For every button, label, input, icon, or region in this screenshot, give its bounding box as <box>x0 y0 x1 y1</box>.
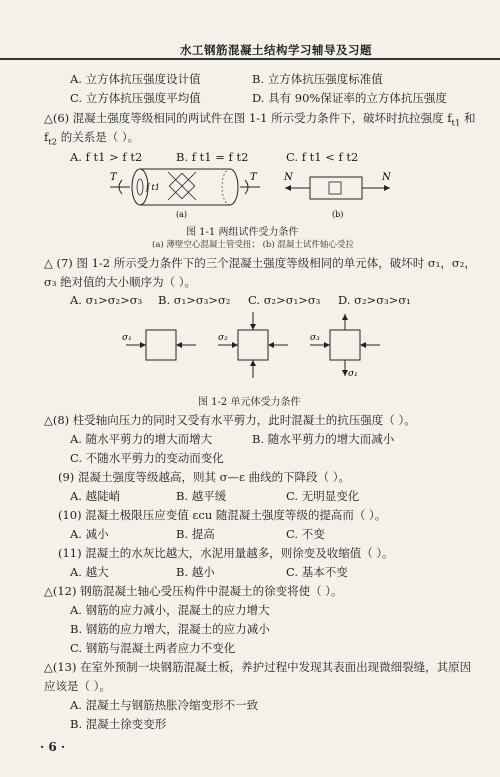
q7-option-c: C. σ₂>σ₁>σ₃ <box>248 293 321 307</box>
torsion-tube-diagram <box>110 169 260 219</box>
figure-1-1 <box>110 160 400 220</box>
q6-option-c: C. f t1 < f t2 <box>286 150 359 164</box>
q9-stem: (9) 混凝土强度等级越高，则其 σ—ε 曲线的下降段（ ）。 <box>58 470 350 484</box>
q7-option-d: D. σ₂>σ₃>σ₁ <box>338 293 411 307</box>
q8-option-a: A. 随水平剪力的增大而增大 <box>70 432 213 446</box>
q12-stem: △(12) 钢筋混凝土轴心受压构件中混凝土的徐变将使（ ）。 <box>44 584 343 598</box>
option-d: D. 具有 90%保证率的立方体抗压强度 <box>252 91 447 105</box>
fig-a-label: (a) <box>176 210 188 219</box>
page-number: · 6 · <box>40 740 66 754</box>
element-1 <box>122 330 196 360</box>
q13-stem-line2: 应该是（ ）。 <box>44 679 111 693</box>
q6-stem-line1: △(6) 混凝土强度等级相同的两试件在图 1-1 所示受力条件下，破坏时抗拉强度 $f_{t1}$ 和 <box>44 111 476 129</box>
figure-1-1-subcaption: (a) 薄壁空心混凝土管受扭； (b) 混凝土试件轴心受拉 <box>152 240 354 250</box>
q9-option-c: C. 无明显变化 <box>286 489 360 503</box>
q7-stem-line1: △ (7) 图 1-2 所示受力条件下的三个混凝土强度等级相同的单元体，破坏时 σ₁，σ₂， <box>44 256 476 270</box>
q10-option-b: B. 提高 <box>176 527 215 541</box>
q6-stem-line2: $f_{t2}$ 的关系是（ ）。 <box>44 130 140 148</box>
sigma1-label-vertical: σ₁ <box>348 369 358 379</box>
q7-stem-line2: σ₃ 绝对值的大小顺序为（ ）。 <box>44 275 197 289</box>
q6-option-a: A. f t1 > f t2 <box>70 150 143 164</box>
q8-option-b: B. 随水平剪力的增大而减小 <box>252 432 395 446</box>
ft-label: f t1 <box>146 183 160 192</box>
force-label-right: N <box>382 172 391 183</box>
q12-option-c: C. 钢筋与混凝土两者应力不变化 <box>70 641 236 655</box>
q12-option-a: A. 钢筋的应力减小，混凝土的应力增大 <box>70 603 270 617</box>
figure-1-2 <box>118 312 388 384</box>
q11-option-b: B. 越小 <box>176 565 215 579</box>
header-title: 水工钢筋混凝土结构学习辅导及习题 <box>180 43 372 57</box>
element-2 <box>218 312 288 378</box>
element-3 <box>310 314 380 379</box>
q11-stem: (11) 混凝土的水灰比越大，水泥用量越多，则徐变及收缩值（ ）。 <box>58 546 394 560</box>
axial-tension-diagram <box>283 172 392 219</box>
option-c: C. 立方体抗压强度平均值 <box>70 91 201 105</box>
q13-stem-line1: △(13) 在室外预制一块钢筋混凝土板，养护过程中发现其表面出现微细裂缝，其原因 <box>44 660 472 674</box>
option-a: A. 立方体抗压强度设计值 <box>70 72 201 86</box>
q7-option-a: A. σ₁>σ₂>σ₃ <box>70 293 143 307</box>
q10-option-c: C. 不变 <box>286 527 325 541</box>
sigma1-label: σ₁ <box>122 333 132 343</box>
q11-option-c: C. 基本不变 <box>286 565 348 579</box>
q8-stem: △(8) 柱受轴向压力的同时又受有水平剪力，此时混凝土的抗压强度（ ）。 <box>44 413 416 427</box>
figure-1-2-caption: 图 1-2 单元体受力条件 <box>198 397 301 408</box>
q9-option-a: A. 越陡峭 <box>70 489 121 503</box>
q10-stem: (10) 混凝土极限压应变值 εcu 随混凝土强度等级的提高而（ ）。 <box>58 508 387 522</box>
q6-option-b: B. f t1 = f t2 <box>176 150 249 164</box>
force-label-left: N <box>284 172 293 183</box>
q8-option-c: C. 不随水平剪力的变动而变化 <box>70 451 224 465</box>
q13-option-a: A. 混凝土与钢筋热胀冷缩变形不一致 <box>70 698 259 712</box>
sigma3-label: σ₃ <box>310 333 320 343</box>
sigma2-label: σ₂ <box>218 333 228 343</box>
figure-1-1-caption: 图 1-1 两组试件受力条件 <box>186 227 299 238</box>
torque-label-right: T <box>250 172 257 183</box>
q13-option-b: B. 混凝土徐变变形 <box>70 717 167 731</box>
q9-option-b: B. 越平缓 <box>176 489 227 503</box>
q10-option-a: A. 减小 <box>70 527 109 541</box>
torque-label-left: T <box>110 172 117 183</box>
fig-b-label: (b) <box>332 210 344 219</box>
q12-option-b: B. 钢筋的应力增大，混凝土的应力减小 <box>70 622 270 636</box>
q7-option-b: B. σ₁>σ₃>σ₂ <box>158 293 231 307</box>
option-b: B. 立方体抗压强度标准值 <box>252 72 383 86</box>
q11-option-a: A. 越大 <box>70 565 109 579</box>
